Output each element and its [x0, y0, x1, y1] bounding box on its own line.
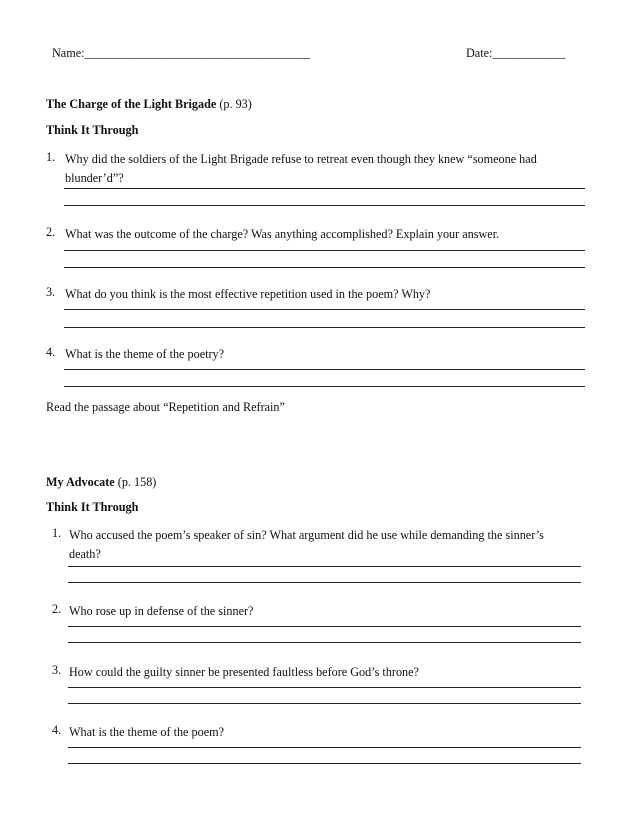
s2-q1-text: Who accused the poem’s speaker of sin? What argument did he use while demanding the sinner’s death?: [69, 528, 544, 561]
s1-q3-text: What do you think is the most effective repetition used in the poem? Why?: [65, 287, 431, 301]
reading-note: Read the passage about “Repetition and Refrain”: [46, 400, 285, 414]
s2-q1-answer-line-2[interactable]: [68, 582, 581, 583]
s2-q4-answer-line-2[interactable]: [68, 763, 581, 764]
s1-q4-answer-line-2[interactable]: [64, 386, 585, 387]
s1-q1-text: Why did the soldiers of the Light Brigade refuse to retreat even though they knew “someone had blunder’d”?: [65, 152, 537, 185]
section2-subtitle: Think It Through: [46, 500, 139, 514]
section1-subtitle: Think It Through: [46, 123, 139, 137]
name-field-label: Name:_____________________________________: [52, 46, 310, 60]
s2-q4-text: What is the theme of the poem?: [69, 725, 224, 739]
s2-q3-answer-line-1[interactable]: [68, 687, 581, 688]
s2-q2-answer-line-1[interactable]: [68, 626, 581, 627]
section1-title: [46, 97, 252, 112]
s1-q4-number: 4.: [46, 345, 56, 359]
s1-q3-answer-line-2[interactable]: [64, 327, 585, 328]
s1-q2-text: What was the outcome of the charge? Was anything accomplished? Explain your answer.: [65, 227, 500, 241]
s1-q3-number: 3.: [46, 285, 56, 299]
s2-q3-answer-line-2[interactable]: [68, 703, 581, 704]
s1-q1-number: 1.: [46, 150, 56, 164]
s1-q1-answer-line-2[interactable]: [64, 205, 585, 206]
s1-q4-answer-line-1[interactable]: [64, 369, 585, 370]
s2-q2-answer-line-2[interactable]: [68, 642, 581, 643]
s1-q2-number: 2.: [46, 225, 56, 239]
s2-q4-number: 4.: [52, 723, 62, 737]
s1-q3-answer-line-1[interactable]: [64, 309, 585, 310]
s2-q1-number: 1.: [52, 526, 62, 540]
s2-q2-number: 2.: [52, 602, 62, 616]
s2-q2-text: Who rose up in defense of the sinner?: [69, 604, 254, 618]
s1-q4-text: What is the theme of the poetry?: [65, 347, 225, 361]
s2-q4-answer-line-1[interactable]: [68, 747, 581, 748]
s2-q3-text: How could the guilty sinner be presented faultless before God’s throne?: [69, 665, 419, 679]
s1-q2-answer-line-2[interactable]: [64, 267, 585, 268]
section2-title: [46, 475, 156, 490]
section2-title-text: My Advocate: [46, 475, 115, 489]
section2-page-ref: (p. 158): [117, 475, 157, 489]
s2-q3-number: 3.: [52, 663, 62, 677]
date-field-label: Date:____________: [466, 46, 566, 60]
section1-title-text: The Charge of the Light Brigade: [46, 97, 217, 111]
s2-q1-answer-line-1[interactable]: [68, 566, 581, 567]
s1-q1-answer-line-1[interactable]: [64, 188, 585, 189]
s1-q2-answer-line-1[interactable]: [64, 250, 585, 251]
section1-page-ref: (p. 93): [219, 97, 252, 111]
